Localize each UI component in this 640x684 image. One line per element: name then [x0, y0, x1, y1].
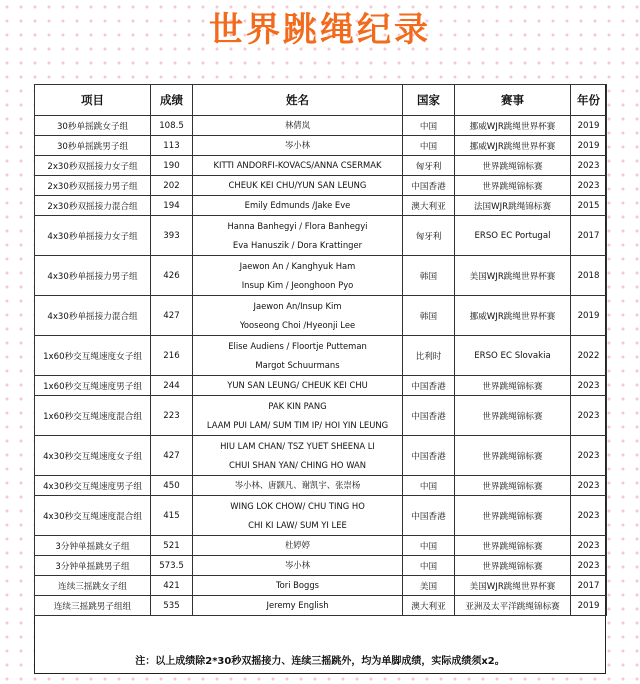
- cell-year: 2015: [571, 196, 607, 216]
- athlete-name: Jaewon An / Kanghyuk Ham: [239, 260, 356, 271]
- cell-country: 中国香港: [403, 176, 455, 196]
- header-name: 姓名: [193, 85, 403, 116]
- table-row: [35, 376, 607, 396]
- cell-event: 4x30秒单摇接力混合组: [35, 296, 151, 336]
- cell-name: [193, 136, 403, 156]
- cell-competition: 世界跳绳锦标赛: [455, 496, 571, 536]
- cell-competition: 美国WJR跳绳世界杯赛: [455, 256, 571, 296]
- cell-year: 2017: [571, 576, 607, 596]
- cell-country: 中国: [403, 116, 455, 136]
- records-body: [35, 116, 607, 616]
- table-row: [35, 476, 607, 496]
- cell-year: 2023: [571, 556, 607, 576]
- cell-competition: 世界跳绳锦标赛: [455, 396, 571, 436]
- cell-name: [193, 296, 403, 336]
- cell-event: 2x30秒双摇接力女子组: [35, 156, 151, 176]
- cell-country: 中国香港: [403, 436, 455, 476]
- cell-country: 美国: [403, 576, 455, 596]
- cell-score: 426: [151, 256, 193, 296]
- cell-name: [193, 376, 403, 396]
- cell-competition: 世界跳绳锦标赛: [455, 376, 571, 396]
- athlete-name: WING LOK CHOW/ CHU TING HO: [230, 500, 365, 511]
- cell-year: 2017: [571, 216, 607, 256]
- cell-name: [193, 116, 403, 136]
- athlete-name: Jeremy English: [266, 600, 329, 610]
- cell-competition: 世界跳绳锦标赛: [455, 436, 571, 476]
- table-row: [35, 336, 607, 376]
- cell-name: [193, 156, 403, 176]
- table-row: [35, 116, 607, 136]
- cell-country: 中国: [403, 136, 455, 156]
- table-row: [35, 576, 607, 596]
- cell-year: 2023: [571, 536, 607, 556]
- cell-event: 1x60秒交互绳速度女子组: [35, 336, 151, 376]
- cell-score: 244: [151, 376, 193, 396]
- cell-score: 427: [151, 296, 193, 336]
- cell-country: 澳大利亚: [403, 196, 455, 216]
- cell-year: 2019: [571, 116, 607, 136]
- cell-competition: 挪威WJR跳绳世界杯赛: [455, 116, 571, 136]
- cell-name: [193, 576, 403, 596]
- table-row: [35, 216, 607, 256]
- athlete-name: Tori Boggs: [275, 580, 320, 590]
- cell-country: 中国香港: [403, 496, 455, 536]
- athlete-name: 林倩岚: [284, 120, 311, 130]
- cell-event: 30秒单摇跳男子组: [35, 136, 151, 156]
- cell-year: 2019: [571, 296, 607, 336]
- cell-event: 1x60秒交互绳速度混合组: [35, 396, 151, 436]
- cell-event: 4x30秒交互绳速度男子组: [35, 476, 151, 496]
- cell-country: 韩国: [403, 296, 455, 336]
- cell-score: 427: [151, 436, 193, 476]
- cell-year: 2022: [571, 336, 607, 376]
- cell-year: 2023: [571, 156, 607, 176]
- cell-name: [193, 256, 403, 296]
- cell-competition: 世界跳绳锦标赛: [455, 176, 571, 196]
- athlete-name: Insup Kim / Jeonghoon Pyo: [241, 279, 354, 290]
- cell-name: [193, 196, 403, 216]
- athlete-name: PAK KIN PANG: [268, 400, 327, 411]
- cell-country: 中国: [403, 556, 455, 576]
- cell-year: 2023: [571, 436, 607, 476]
- cell-country: 中国香港: [403, 396, 455, 436]
- athlete-name: Hanna Banhegyi / Flora Banhegyi: [227, 220, 368, 231]
- cell-competition: 挪威WJR跳绳世界杯赛: [455, 296, 571, 336]
- footnote: 注：以上成绩除2*30秒双摇接力、连续三摇跳外，均为单脚成绩，实际成绩须x2。: [135, 656, 505, 667]
- cell-event: 4x30秒交互绳速度女子组: [35, 436, 151, 476]
- header-score: 成绩: [151, 85, 193, 116]
- cell-year: 2023: [571, 396, 607, 436]
- cell-event: 4x30秒单摇接力女子组: [35, 216, 151, 256]
- cell-event: 2x30秒双摇接力混合组: [35, 196, 151, 216]
- cell-score: 223: [151, 396, 193, 436]
- cell-event: 连续三摇跳男子组组: [35, 596, 151, 616]
- cell-competition: 美国WJR跳绳世界杯赛: [455, 576, 571, 596]
- cell-name: [193, 436, 403, 476]
- cell-year: 2023: [571, 476, 607, 496]
- athlete-name: 杜婷婷: [284, 540, 311, 550]
- athlete-name: CHI KI LAW/ SUM YI LEE: [248, 519, 347, 530]
- cell-competition: 世界跳绳锦标赛: [455, 156, 571, 176]
- cell-score: 573.5: [151, 556, 193, 576]
- cell-name: [193, 536, 403, 556]
- cell-year: 2023: [571, 496, 607, 536]
- athlete-name: HIU LAM CHAN/ TSZ YUET SHEENA LI: [220, 440, 375, 451]
- cell-score: 450: [151, 476, 193, 496]
- athlete-name: CHEUK KEI CHU/YUN SAN LEUNG: [228, 180, 367, 190]
- cell-year: 2018: [571, 256, 607, 296]
- cell-competition: ERSO EC Portugal: [455, 216, 571, 256]
- cell-competition: 法国WJR跳绳锦标赛: [455, 196, 571, 216]
- cell-name: [193, 336, 403, 376]
- table-row: [35, 156, 607, 176]
- cell-country: 中国香港: [403, 376, 455, 396]
- table-row: [35, 136, 607, 156]
- athlete-name: 岑小林: [284, 140, 311, 150]
- cell-event: 连续三摇跳女子组: [35, 576, 151, 596]
- cell-score: 415: [151, 496, 193, 536]
- cell-competition: 世界跳绳锦标赛: [455, 536, 571, 556]
- athlete-name: Emily Edmunds /Jake Eve: [244, 200, 351, 210]
- records-table: [34, 84, 607, 616]
- cell-score: 421: [151, 576, 193, 596]
- cell-score: 393: [151, 216, 193, 256]
- cell-name: [193, 176, 403, 196]
- table-row: [35, 196, 607, 216]
- table-row: [35, 436, 607, 476]
- cell-score: 202: [151, 176, 193, 196]
- cell-score: 113: [151, 136, 193, 156]
- cell-year: 2023: [571, 376, 607, 396]
- cell-year: 2019: [571, 596, 607, 616]
- athlete-name: Jaewon An/Insup Kim: [253, 300, 342, 311]
- athlete-name: Yooseong Choi /Hyeonji Lee: [239, 319, 356, 330]
- cell-competition: 亚洲及太平洋跳绳锦标赛: [455, 596, 571, 616]
- cell-event: 3分钟单摇跳男子组: [35, 556, 151, 576]
- cell-score: 216: [151, 336, 193, 376]
- cell-competition: 世界跳绳锦标赛: [455, 476, 571, 496]
- cell-score: 535: [151, 596, 193, 616]
- cell-event: 30秒单摇跳女子组: [35, 116, 151, 136]
- table-row: [35, 396, 607, 436]
- cell-name: [193, 496, 403, 536]
- cell-name: [193, 396, 403, 436]
- table-row: [35, 596, 607, 616]
- cell-event: 4x30秒交互绳速度混合组: [35, 496, 151, 536]
- header-event: 项目: [35, 85, 151, 116]
- cell-country: 比利时: [403, 336, 455, 376]
- cell-competition: 世界跳绳锦标赛: [455, 556, 571, 576]
- athlete-name: Eva Hanuszik / Dora Krattinger: [232, 239, 363, 250]
- header-row: [35, 85, 607, 116]
- cell-name: [193, 216, 403, 256]
- table-row: [35, 176, 607, 196]
- cell-name: [193, 596, 403, 616]
- page-title: 世界跳绳纪录: [209, 10, 431, 50]
- cell-score: 521: [151, 536, 193, 556]
- cell-country: 中国: [403, 536, 455, 556]
- athlete-name: Margot Schuurmans: [255, 359, 340, 370]
- table-row: [35, 496, 607, 536]
- cell-name: [193, 556, 403, 576]
- athlete-name: KITTI ANDORFI-KOVACS/ANNA CSERMAK: [213, 160, 382, 170]
- table-row: [35, 256, 607, 296]
- cell-event: 3分钟单摇跳女子组: [35, 536, 151, 556]
- cell-event: 4x30秒单摇接力男子组: [35, 256, 151, 296]
- table-row: [35, 296, 607, 336]
- cell-competition: 挪威WJR跳绳世界杯赛: [455, 136, 571, 156]
- athlete-name: CHUI SHAN YAN/ CHING HO WAN: [228, 459, 367, 470]
- cell-country: 澳大利亚: [403, 596, 455, 616]
- cell-score: 194: [151, 196, 193, 216]
- table-row: [35, 556, 607, 576]
- table-row: [35, 536, 607, 556]
- athlete-name: 岑小林: [284, 560, 311, 570]
- header-year: 年份: [571, 85, 607, 116]
- athlete-name: YUN SAN LEUNG/ CHEUK KEI CHU: [227, 380, 368, 390]
- cell-year: 2019: [571, 136, 607, 156]
- athlete-name: Elise Audiens / Floortje Putteman: [228, 340, 367, 351]
- cell-country: 匈牙利: [403, 216, 455, 256]
- cell-score: 108.5: [151, 116, 193, 136]
- athlete-name: LAAM PUI LAM/ SUM TIM IP/ HOI YIN LEUNG: [206, 419, 389, 430]
- cell-event: 2x30秒双摇接力男子组: [35, 176, 151, 196]
- header-country: 国家: [403, 85, 455, 116]
- cell-event: 1x60秒交互绳速度男子组: [35, 376, 151, 396]
- cell-country: 匈牙利: [403, 156, 455, 176]
- cell-country: 韩国: [403, 256, 455, 296]
- cell-score: 190: [151, 156, 193, 176]
- cell-country: 中国: [403, 476, 455, 496]
- athlete-name: 岑小林、唐颢凡、谢凯宇、张崇杨: [234, 480, 361, 490]
- cell-name: [193, 476, 403, 496]
- cell-competition: ERSO EC Slovakia: [455, 336, 571, 376]
- cell-year: 2023: [571, 176, 607, 196]
- header-competition: 赛事: [455, 85, 571, 116]
